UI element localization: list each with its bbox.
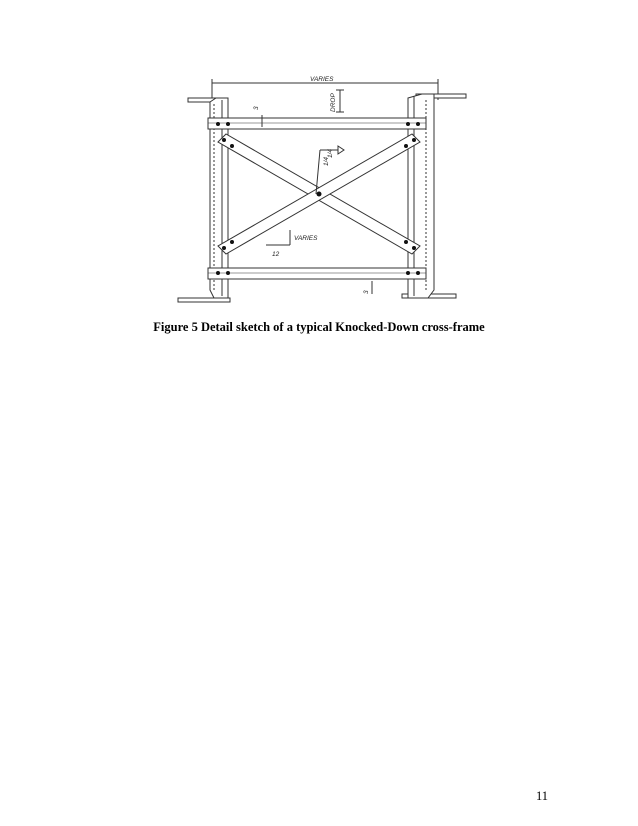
top-varies-label: VARIES: [310, 76, 334, 83]
bolt: [406, 122, 410, 126]
drop-label: DROP: [330, 93, 337, 112]
bolt: [226, 271, 230, 275]
bolt: [222, 138, 226, 142]
cross-frame-svg: [170, 70, 470, 310]
bolt: [317, 192, 322, 197]
bolt: [406, 271, 410, 275]
bolt: [404, 144, 408, 148]
bottom-strut: [208, 268, 426, 279]
top-3-label: 3: [253, 106, 260, 110]
slope-12-label: 12: [272, 251, 280, 258]
cross-frame-drawing: [170, 70, 470, 310]
bolt: [412, 138, 416, 142]
weld-label-b: 1/4: [327, 148, 334, 158]
bolt: [222, 246, 226, 250]
bolt: [230, 240, 234, 244]
bolt: [216, 271, 220, 275]
bolt: [216, 122, 220, 126]
bolt: [416, 271, 420, 275]
bolt: [404, 240, 408, 244]
weld-label-a: 1/4: [323, 156, 330, 166]
page-number: 11: [535, 789, 548, 803]
bolt: [416, 122, 420, 126]
brace-varies-label: VARIES: [294, 235, 318, 242]
bottom-3-label: 3: [363, 290, 370, 294]
figure-caption: Figure 5 Detail sketch of a typical Knocked-Down cross-frame: [153, 320, 485, 334]
bottom-left-flange: [178, 298, 230, 302]
bolt: [230, 144, 234, 148]
top-strut: [208, 118, 426, 129]
bolt: [412, 246, 416, 250]
bolt: [226, 122, 230, 126]
weld-symbol: [338, 146, 344, 154]
